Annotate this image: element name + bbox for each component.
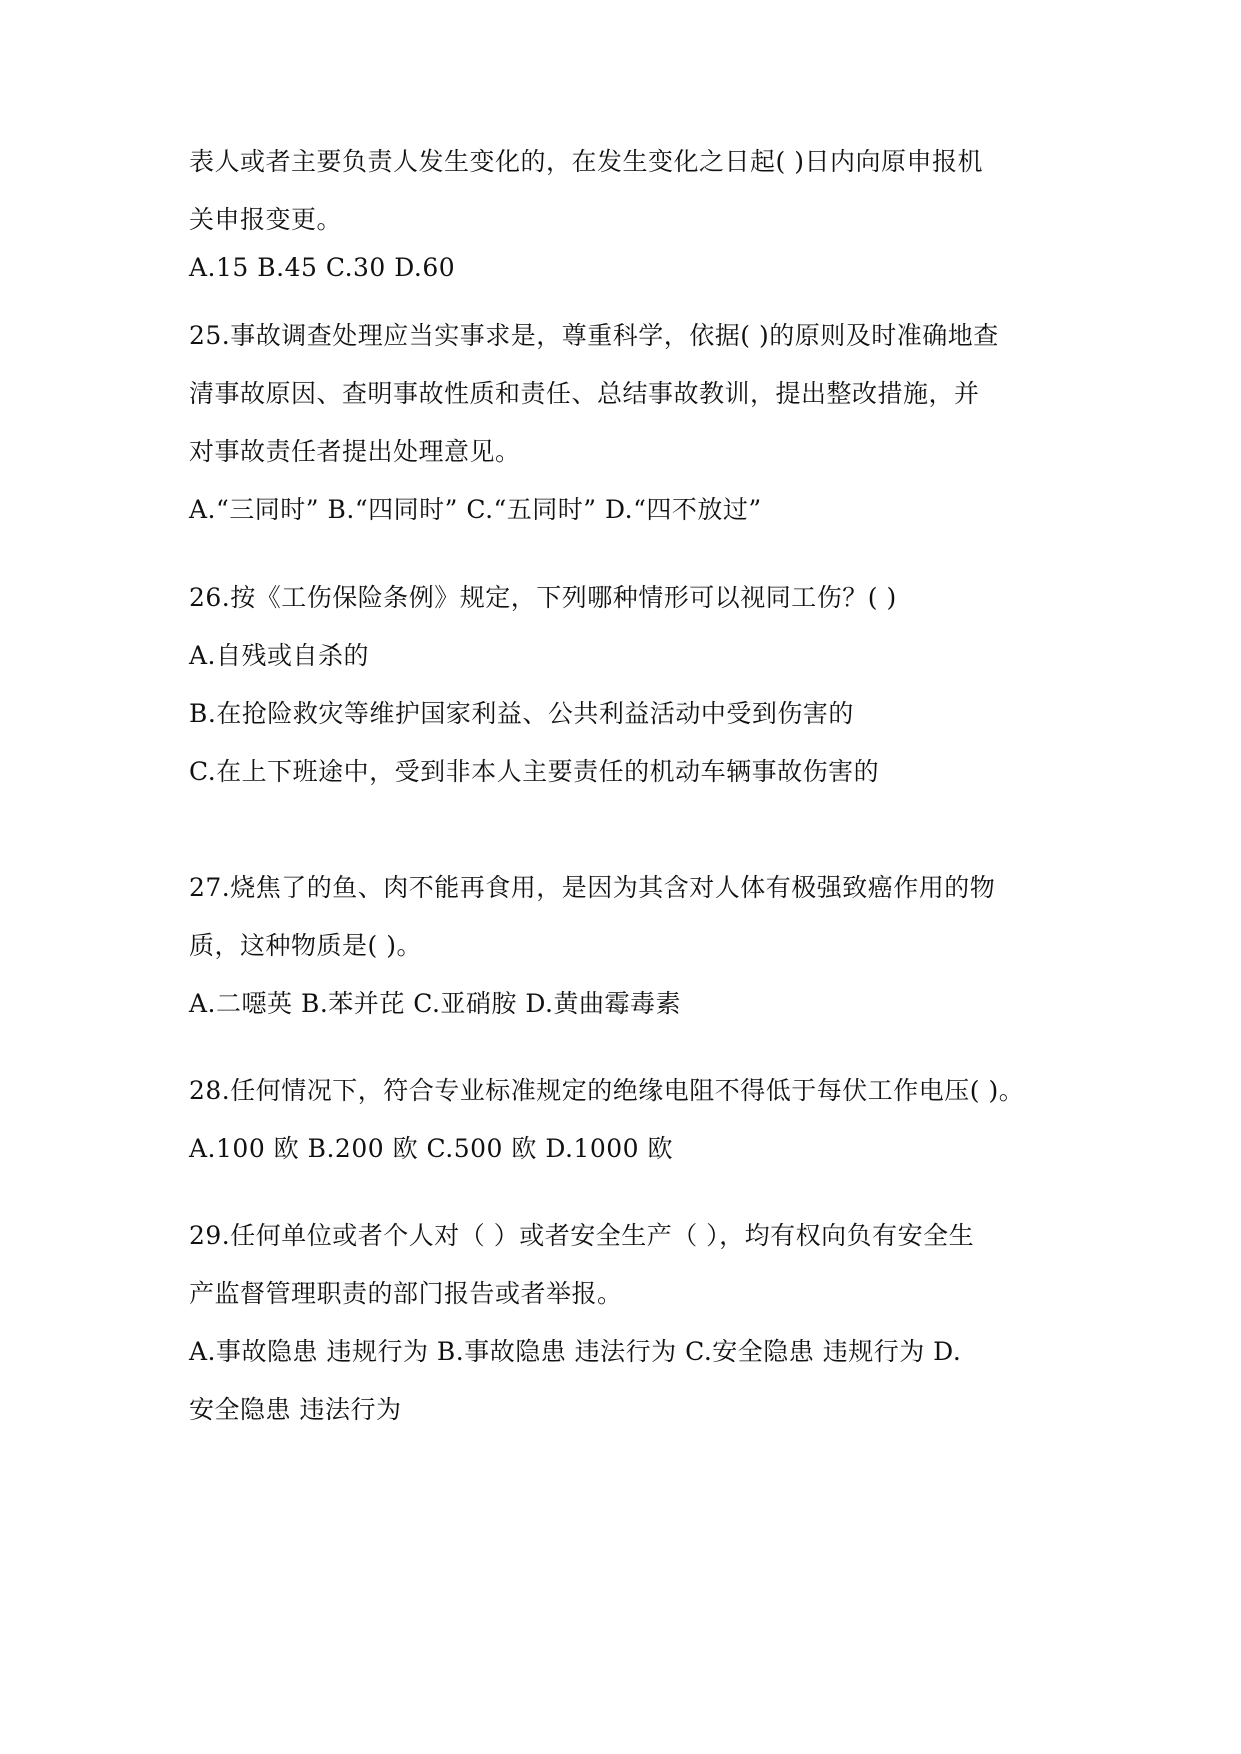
q26-stem-line-1: 26.按《工伤保险条例》规定，下列哪种情形可以视同工伤？( ) bbox=[189, 583, 897, 612]
q29-stem-line-1: 29.任何单位或者个人对（ ）或者安全生产（ ），均有权向负有安全生 bbox=[189, 1221, 975, 1250]
q24-options: A.15 B.45 C.30 D.60 bbox=[189, 253, 456, 282]
q25-stem-line-1: 25.事故调查处理应当实事求是，尊重科学，依据( )的原则及时准确地查 bbox=[189, 321, 999, 350]
q28-stem-line-1: 28.任何情况下，符合专业标准规定的绝缘电阻不得低于每伏工作电压( )。 bbox=[189, 1076, 1025, 1105]
q25-options: A.“三同时” B.“四同时” C.“五同时” D.“四不放过” bbox=[189, 495, 762, 524]
q29-stem-line-2: 产监督管理职责的部门报告或者举报。 bbox=[189, 1279, 623, 1308]
q27-options: A.二噁英 B.苯并芘 C.亚硝胺 D.黄曲霉毒素 bbox=[189, 989, 681, 1018]
q24-stem-line-1: 表人或者主要负责人发生变化的，在发生变化之日起( )日内向原申报机 bbox=[189, 147, 983, 176]
q28-options: A.100 欧 B.200 欧 C.500 欧 D.1000 欧 bbox=[189, 1134, 674, 1163]
q25-stem-line-2: 清事故原因、查明事故性质和责任、总结事故教训，提出整改措施，并 bbox=[189, 379, 980, 408]
q24-stem-line-2: 关申报变更。 bbox=[189, 205, 343, 234]
q26-option-b: B.在抢险救灾等维护国家利益、公共利益活动中受到伤害的 bbox=[189, 699, 854, 728]
q27-stem-line-2: 质，这种物质是( )。 bbox=[189, 931, 422, 960]
q26-option-a: A.自残或自杀的 bbox=[189, 641, 370, 670]
q29-options-line-2: 安全隐患 违法行为 bbox=[189, 1395, 402, 1424]
q27-stem-line-1: 27.烧焦了的鱼、肉不能再食用，是因为其含对人体有极强致癌作用的物 bbox=[189, 873, 996, 902]
q29-options-line-1: A.事故隐患 违规行为 B.事故隐患 违法行为 C.安全隐患 违规行为 D. bbox=[189, 1337, 962, 1366]
q25-stem-line-3: 对事故责任者提出处理意见。 bbox=[189, 437, 521, 466]
q26-option-c: C.在上下班途中，受到非本人主要责任的机动车辆事故伤害的 bbox=[189, 757, 880, 786]
